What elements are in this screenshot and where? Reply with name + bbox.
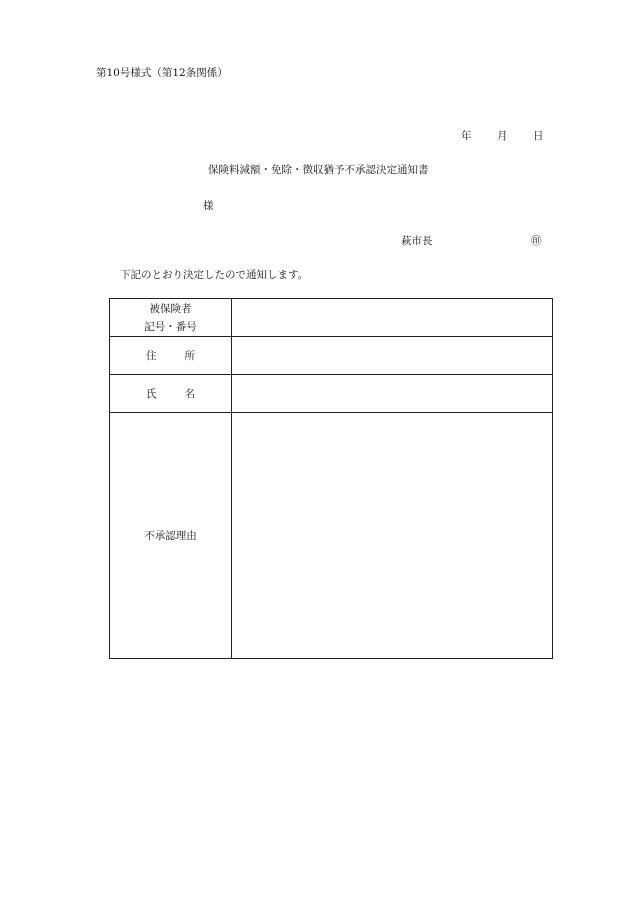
document-title: 保険料減額・免除・徴収猶予不承認決定通知書 bbox=[208, 164, 429, 176]
address-value bbox=[232, 337, 553, 375]
notice-table bbox=[109, 298, 553, 659]
date-year-label: 年 bbox=[461, 130, 472, 142]
reason-label: 不承認理由 bbox=[110, 413, 232, 659]
form-number: 第10号様式（第12条関係） bbox=[96, 67, 228, 79]
address-label bbox=[110, 337, 232, 375]
table-row-reason bbox=[110, 413, 553, 659]
reason-value bbox=[232, 413, 553, 659]
address-label-a: 住 bbox=[146, 349, 157, 362]
name-label-a: 氏 bbox=[146, 387, 157, 400]
insured-id-label bbox=[110, 299, 232, 337]
name-label bbox=[110, 375, 232, 413]
address-label-b: 所 bbox=[184, 349, 195, 362]
table-row-address bbox=[110, 337, 553, 375]
date-day-label: 日 bbox=[533, 130, 544, 142]
name-value bbox=[232, 375, 553, 413]
insured-id-label-line2: 記号・番号 bbox=[144, 320, 197, 333]
date-month-label: 月 bbox=[497, 130, 508, 142]
table-row-name bbox=[110, 375, 553, 413]
insured-id-label-line1: 被保険者 bbox=[149, 302, 192, 315]
name-label-b: 名 bbox=[184, 387, 195, 400]
recipient-honorific: 様 bbox=[203, 200, 214, 212]
insured-id-value bbox=[232, 299, 553, 337]
intro-text: 下記のとおり決定したので通知します。 bbox=[120, 269, 309, 281]
seal-mark: ㊞ bbox=[531, 235, 542, 247]
table-row-insured-id bbox=[110, 299, 553, 337]
issuer-title: 萩市長 bbox=[401, 235, 433, 247]
